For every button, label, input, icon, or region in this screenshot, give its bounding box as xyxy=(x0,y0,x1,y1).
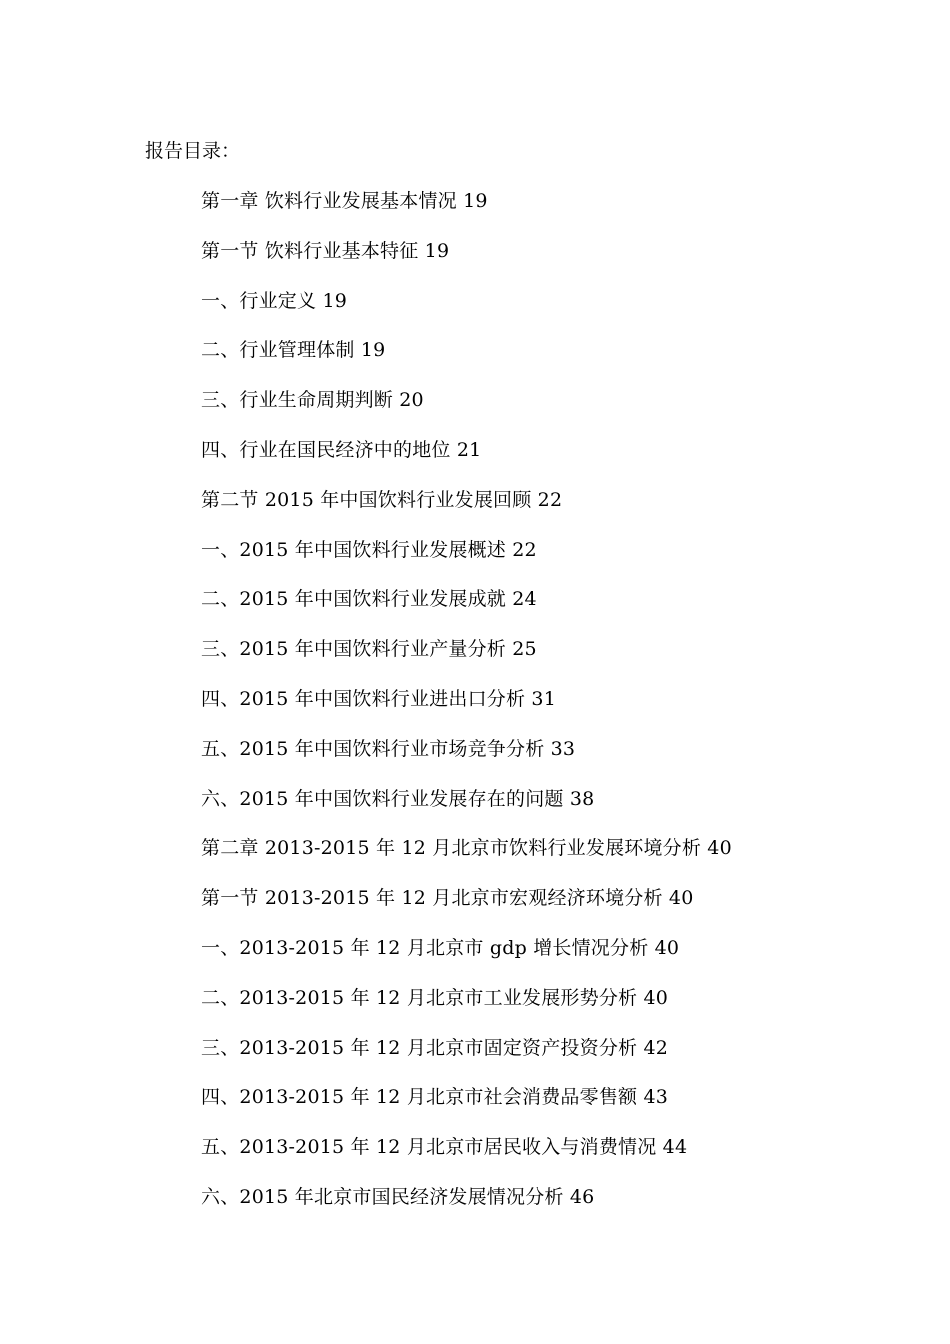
toc-entry-item: 二、2015 年中国饮料行业发展成就 24 xyxy=(201,588,537,611)
toc-entry-chapter-2: 第二章 2013-2015 年 12 月北京市饮料行业发展环境分析 40 xyxy=(201,837,732,860)
toc-heading: 报告目录： xyxy=(145,140,241,162)
toc-entry-item: 一、2013-2015 年 12 月北京市 gdp 增长情况分析 40 xyxy=(201,936,680,959)
toc-entry-item: 三、2015 年中国饮料行业产量分析 25 xyxy=(201,638,537,661)
toc-entry-item: 一、行业定义 19 xyxy=(201,289,348,312)
toc-entry-item: 三、2013-2015 年 12 月北京市固定资产投资分析 42 xyxy=(201,1036,669,1059)
toc-entry-item: 二、2013-2015 年 12 月北京市工业发展形势分析 40 xyxy=(201,986,669,1009)
toc-entry-item: 六、2015 年中国饮料行业发展存在的问题 38 xyxy=(201,787,595,810)
toc-entry-section-1-1: 第一节 饮料行业基本特征 19 xyxy=(201,239,450,262)
toc-entry-item: 四、2015 年中国饮料行业进出口分析 31 xyxy=(201,687,557,710)
toc-entry-chapter-1: 第一章 饮料行业发展基本情况 19 xyxy=(201,190,488,212)
toc-entry-section-1-2: 第二节 2015 年中国饮料行业发展回顾 22 xyxy=(201,488,563,511)
toc-entry-item: 三、行业生命周期判断 20 xyxy=(201,389,424,412)
toc-entry-item: 五、2015 年中国饮料行业市场竞争分析 33 xyxy=(201,737,576,760)
toc-entry-section-2-1: 第一节 2013-2015 年 12 月北京市宏观经济环境分析 40 xyxy=(201,887,694,910)
toc-entry-item: 四、行业在国民经济中的地位 21 xyxy=(201,438,482,461)
toc-list xyxy=(201,186,732,1232)
toc-entry-item: 六、2015 年北京市国民经济发展情况分析 46 xyxy=(201,1185,595,1208)
toc-entry-item: 四、2013-2015 年 12 月北京市社会消费品零售额 43 xyxy=(201,1086,669,1109)
toc-entry-item: 一、2015 年中国饮料行业发展概述 22 xyxy=(201,538,537,561)
toc-entry-item: 五、2013-2015 年 12 月北京市居民收入与消费情况 44 xyxy=(201,1136,688,1159)
toc-entry-item: 二、行业管理体制 19 xyxy=(201,339,386,362)
